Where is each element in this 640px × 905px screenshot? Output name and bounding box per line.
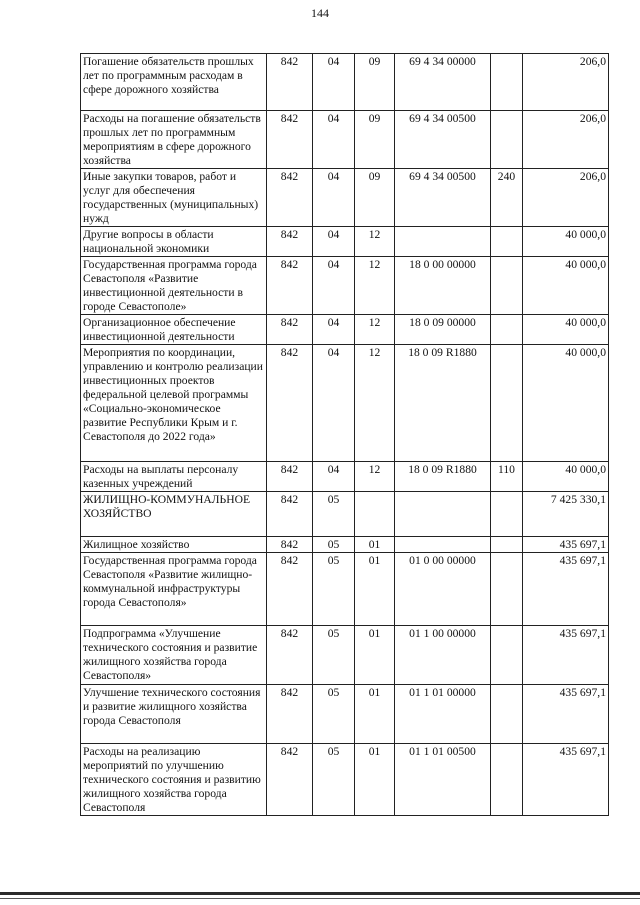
- cell-ved: 842: [267, 169, 313, 227]
- table-row: [81, 257, 609, 315]
- cell-csr: 18 0 09 00000: [395, 315, 491, 345]
- cell-name: Погашение обязательств прошлых лет по программным расходам в сфере дорожного хозяйства: [81, 54, 267, 111]
- cell-rz: 04: [313, 345, 355, 462]
- cell-sum: 206,0: [523, 169, 609, 227]
- cell-name: Государственная программа города Севастополя «Развитие инвестиционной деятельности в городе Севастополе»: [81, 257, 267, 315]
- cell-name: Мероприятия по координации, управлению и контролю реализации инвестиционных проектов федеральной целевой программы «Социально-экономическое развитие Республики Крым и г. Севастополя до 2022 года»: [81, 345, 267, 462]
- cell-vr: [491, 537, 523, 553]
- cell-sum: 40 000,0: [523, 315, 609, 345]
- cell-sum: 435 697,1: [523, 626, 609, 685]
- cell-rz: 04: [313, 54, 355, 111]
- cell-vr: [491, 54, 523, 111]
- cell-ved: 842: [267, 462, 313, 492]
- cell-csr: 69 4 34 00500: [395, 169, 491, 227]
- cell-rz: 04: [313, 227, 355, 257]
- cell-pr: 09: [355, 169, 395, 227]
- cell-csr: 01 1 01 00500: [395, 744, 491, 816]
- cell-ved: 842: [267, 111, 313, 169]
- cell-name: Иные закупки товаров, работ и услуг для обеспечения государственных (муниципальных) нужд: [81, 169, 267, 227]
- cell-csr: 69 4 34 00500: [395, 111, 491, 169]
- cell-ved: 842: [267, 553, 313, 626]
- cell-name: Улучшение технического состояния и развитие жилищного хозяйства города Севастополя: [81, 685, 267, 744]
- cell-rz: 04: [313, 462, 355, 492]
- cell-name: Расходы на погашение обязательств прошлых лет по программным мероприятиям в сфере дорожного хозяйства: [81, 111, 267, 169]
- table-row: [81, 744, 609, 816]
- table-row: [81, 227, 609, 257]
- cell-name: Подпрограмма «Улучшение технического состояния и развитие жилищного хозяйства города Севастополя»: [81, 626, 267, 685]
- cell-rz: 05: [313, 537, 355, 553]
- cell-sum: 40 000,0: [523, 345, 609, 462]
- table-row: [81, 537, 609, 553]
- cell-sum: 40 000,0: [523, 227, 609, 257]
- cell-pr: 09: [355, 111, 395, 169]
- cell-sum: 40 000,0: [523, 462, 609, 492]
- cell-vr: [491, 257, 523, 315]
- cell-name: ЖИЛИЩНО-КОММУНАЛЬНОЕ ХОЗЯЙСТВО: [81, 492, 267, 537]
- cell-sum: 7 425 330,1: [523, 492, 609, 537]
- cell-sum: 435 697,1: [523, 744, 609, 816]
- bottom-border-line: [0, 892, 640, 895]
- cell-name: Другие вопросы в области национальной экономики: [81, 227, 267, 257]
- cell-vr: [491, 315, 523, 345]
- cell-rz: 04: [313, 257, 355, 315]
- cell-vr: [491, 553, 523, 626]
- cell-vr: 240: [491, 169, 523, 227]
- cell-vr: [491, 227, 523, 257]
- cell-ved: 842: [267, 227, 313, 257]
- table-row: [81, 345, 609, 462]
- cell-name: Жилищное хозяйство: [81, 537, 267, 553]
- cell-vr: [491, 111, 523, 169]
- cell-vr: [491, 685, 523, 744]
- cell-csr: 18 0 09 R1880: [395, 345, 491, 462]
- cell-rz: 05: [313, 685, 355, 744]
- budget-table: [80, 53, 609, 816]
- cell-pr: [355, 492, 395, 537]
- cell-csr: [395, 227, 491, 257]
- cell-csr: 01 1 01 00000: [395, 685, 491, 744]
- cell-ved: 842: [267, 537, 313, 553]
- table-row: [81, 315, 609, 345]
- cell-csr: 01 1 00 00000: [395, 626, 491, 685]
- cell-pr: 12: [355, 227, 395, 257]
- cell-name: Расходы на реализацию мероприятий по улучшению технического состояния и развитию жилищного хозяйства города Севастополя: [81, 744, 267, 816]
- table-row: [81, 553, 609, 626]
- table-row: [81, 169, 609, 227]
- cell-sum: 435 697,1: [523, 537, 609, 553]
- cell-name: Расходы на выплаты персоналу казенных учреждений: [81, 462, 267, 492]
- cell-pr: 12: [355, 462, 395, 492]
- cell-ved: 842: [267, 744, 313, 816]
- cell-sum: 206,0: [523, 111, 609, 169]
- cell-rz: 05: [313, 626, 355, 685]
- page-number: 144: [311, 6, 329, 20]
- cell-pr: 12: [355, 257, 395, 315]
- cell-name: Организационное обеспечение инвестиционной деятельности: [81, 315, 267, 345]
- cell-pr: 01: [355, 537, 395, 553]
- cell-ved: 842: [267, 257, 313, 315]
- cell-csr: 18 0 09 R1880: [395, 462, 491, 492]
- cell-pr: 01: [355, 685, 395, 744]
- cell-csr: 18 0 00 00000: [395, 257, 491, 315]
- cell-csr: [395, 537, 491, 553]
- cell-vr: [491, 492, 523, 537]
- table-row: [81, 492, 609, 537]
- cell-rz: 05: [313, 492, 355, 537]
- cell-pr: 01: [355, 626, 395, 685]
- table-row: [81, 54, 609, 111]
- cell-sum: 40 000,0: [523, 257, 609, 315]
- bottom-border-line-thin: [0, 898, 640, 899]
- cell-name: Государственная программа города Севастополя «Развитие жилищно-коммунальной инфраструктуры города Севастополя»: [81, 553, 267, 626]
- table-row: [81, 462, 609, 492]
- cell-csr: 01 0 00 00000: [395, 553, 491, 626]
- cell-vr: [491, 626, 523, 685]
- cell-sum: 435 697,1: [523, 685, 609, 744]
- cell-pr: 01: [355, 744, 395, 816]
- cell-sum: 206,0: [523, 54, 609, 111]
- cell-pr: 01: [355, 553, 395, 626]
- cell-vr: [491, 744, 523, 816]
- cell-csr: [395, 492, 491, 537]
- cell-ved: 842: [267, 492, 313, 537]
- cell-ved: 842: [267, 54, 313, 111]
- cell-ved: 842: [267, 685, 313, 744]
- cell-ved: 842: [267, 315, 313, 345]
- cell-csr: 69 4 34 00000: [395, 54, 491, 111]
- table-row: [81, 626, 609, 685]
- cell-ved: 842: [267, 345, 313, 462]
- cell-rz: 04: [313, 111, 355, 169]
- cell-sum: 435 697,1: [523, 553, 609, 626]
- cell-pr: 12: [355, 345, 395, 462]
- table-row: [81, 685, 609, 744]
- cell-rz: 04: [313, 169, 355, 227]
- cell-vr: 110: [491, 462, 523, 492]
- cell-rz: 05: [313, 744, 355, 816]
- cell-vr: [491, 345, 523, 462]
- table-row: [81, 111, 609, 169]
- cell-ved: 842: [267, 626, 313, 685]
- cell-rz: 04: [313, 315, 355, 345]
- cell-pr: 12: [355, 315, 395, 345]
- cell-rz: 05: [313, 553, 355, 626]
- cell-pr: 09: [355, 54, 395, 111]
